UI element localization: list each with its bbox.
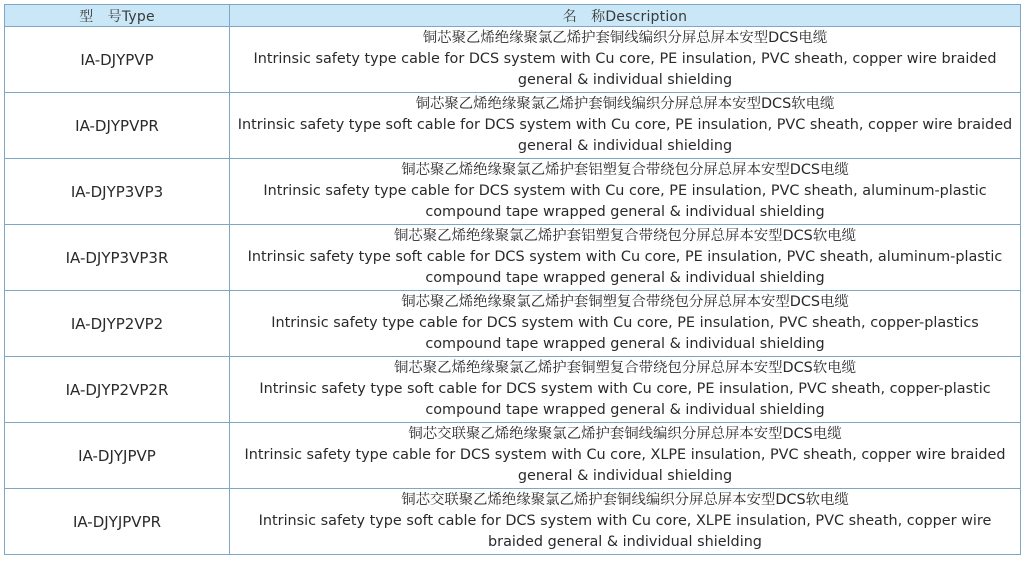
model-cell: IA-DJYJPVPR [5, 489, 230, 555]
description-cell [230, 489, 1021, 555]
model-cell: IA-DJYP2VP2 [5, 291, 230, 357]
model-cell: IA-DJYJPVP [5, 423, 230, 489]
description-english: Intrinsic safety type cable for DCS system with Cu core, PE insulation, PVC sheath, aluminum-plastic compound tape wrapped general & individual shielding [263, 183, 987, 220]
table-row [5, 291, 1021, 357]
model-cell: IA-DJYP2VP2R [5, 357, 230, 423]
model-cell: IA-DJYP3VP3 [5, 159, 230, 225]
description-english: Intrinsic safety type cable for DCS system with Cu core, PE insulation, PVC sheath, copper wire braided general & individual shielding [253, 51, 997, 88]
model-cell: IA-DJYP3VP3R [5, 225, 230, 291]
description-chinese: 铜芯聚乙烯绝缘聚氯乙烯护套铝塑复合带绕包分屏总屏本安型DCS软电缆 [394, 228, 856, 244]
description-english: Intrinsic safety type cable for DCS system with Cu core, PE insulation, PVC sheath, copper-plastics compound tape wrapped general & individual shielding [271, 315, 979, 352]
table-row [5, 27, 1021, 93]
table-row [5, 93, 1021, 159]
description-cell [230, 423, 1021, 489]
description-cell [230, 357, 1021, 423]
table-row [5, 225, 1021, 291]
description-cell [230, 27, 1021, 93]
cable-spec-table [4, 4, 1021, 555]
column-header-type: 型 号Type [5, 5, 230, 27]
description-english: Intrinsic safety type cable for DCS system with Cu core, XLPE insulation, PVC sheath, copper wire braided general & individual shielding [244, 447, 1006, 484]
table-row [5, 423, 1021, 489]
description-english: Intrinsic safety type soft cable for DCS system with Cu core, XLPE insulation, PVC sheath, copper wire braided general & individual shielding [258, 513, 992, 550]
cable-spec-table-wrapper [4, 4, 1020, 555]
description-english: Intrinsic safety type soft cable for DCS system with Cu core, PE insulation, PVC sheath, copper wire braided general & individual shielding [237, 117, 1013, 154]
description-chinese: 铜芯聚乙烯绝缘聚氯乙烯护套铝塑复合带绕包分屏总屏本安型DCS电缆 [401, 162, 849, 178]
model-cell: IA-DJYPVPR [5, 93, 230, 159]
table-row [5, 357, 1021, 423]
description-cell [230, 291, 1021, 357]
description-chinese: 铜芯聚乙烯绝缘聚氯乙烯护套铜塑复合带绕包分屏总屏本安型DCS电缆 [401, 294, 849, 310]
model-cell: IA-DJYPVP [5, 27, 230, 93]
description-chinese: 铜芯交联聚乙烯绝缘聚氯乙烯护套铜线编织分屏总屏本安型DCS电缆 [408, 426, 842, 442]
description-english: Intrinsic safety type soft cable for DCS system with Cu core, PE insulation, PVC sheath, aluminum-plastic compound tape wrapped general & individual shielding [247, 249, 1003, 286]
table-row [5, 159, 1021, 225]
description-english: Intrinsic safety type soft cable for DCS system with Cu core, PE insulation, PVC sheath, copper-plastic compound tape wrapped general & individual shielding [259, 381, 991, 418]
description-cell [230, 93, 1021, 159]
description-chinese: 铜芯交联聚乙烯绝缘聚氯乙烯护套铜线编织分屏总屏本安型DCS软电缆 [401, 492, 849, 508]
description-chinese: 铜芯聚乙烯绝缘聚氯乙烯护套铜线编织分屏总屏本安型DCS软电缆 [415, 96, 835, 112]
column-header-description: 名 称Description [230, 5, 1021, 27]
table-row [5, 489, 1021, 555]
table-header-row [5, 5, 1021, 27]
description-chinese: 铜芯聚乙烯绝缘聚氯乙烯护套铜线编织分屏总屏本安型DCS电缆 [422, 30, 828, 46]
description-cell [230, 159, 1021, 225]
description-chinese: 铜芯聚乙烯绝缘聚氯乙烯护套铜塑复合带绕包分屏总屏本安型DCS软电缆 [394, 360, 856, 376]
description-cell [230, 225, 1021, 291]
